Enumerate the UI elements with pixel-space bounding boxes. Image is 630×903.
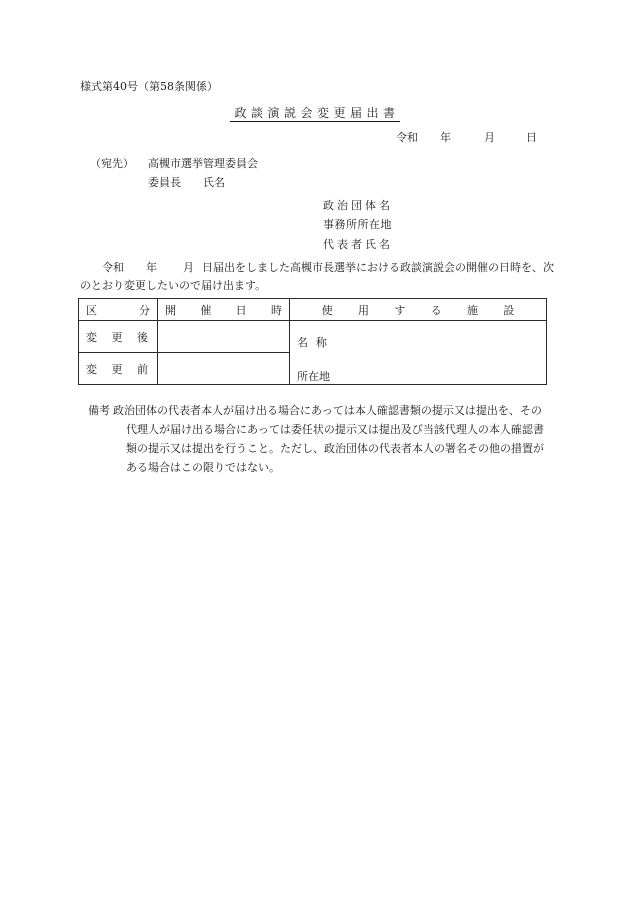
notes-text: 政治団体の代表者本人が届け出る場合にあっては本人確認書類の提示又は提出を、その代理人が届け出る場合にあっては委任状の提示又は提出及び当該代理人の本人確認書類の提示又は提出を行うこと。ただし、政治団体の代表者本人の署名その他の措置がある場合はこの限りではない。	[113, 404, 544, 474]
header-datetime: 開 催 日 時	[158, 299, 290, 321]
header-venue: 使 用 す る 施 設	[290, 299, 547, 321]
addressee-committee: 高槻市選挙管理委員会	[148, 157, 258, 170]
date-line	[396, 129, 537, 145]
body-era: 令和	[102, 261, 124, 274]
row-label-before: 変 更 前	[79, 353, 158, 385]
date-year: 年	[440, 131, 451, 144]
date-day: 日	[526, 131, 537, 144]
table-header-row	[79, 299, 547, 321]
body-month: 月	[183, 261, 194, 274]
office-address-label: 事務所所在地	[323, 218, 392, 231]
representative-name-label: 代表者氏名	[323, 238, 393, 251]
form-number: 様式第40号（第58条関係）	[80, 80, 218, 93]
chair-title: 委員長	[148, 176, 181, 189]
body-year: 年	[146, 261, 157, 274]
notes-label: 備考	[88, 404, 110, 417]
row-label-after: 変 更 後	[79, 321, 158, 353]
org-name-label: 政治団体名	[323, 199, 393, 212]
venue-cell[interactable]	[290, 321, 547, 385]
body-text: 日届出をしました高槻市長選挙における政談演説会の開催の日時を、次のとおり変更したいので届け出ます。	[80, 261, 554, 292]
datetime-after-cell[interactable]	[158, 321, 290, 353]
addressee-line	[90, 155, 258, 171]
table-row	[79, 321, 547, 353]
document-title	[0, 104, 630, 121]
venue-address-label: 所在地	[297, 370, 330, 383]
chair-name-label: 氏名	[203, 176, 225, 189]
venue-name-label: 名称	[297, 336, 335, 349]
header-category: 区 分	[79, 299, 158, 321]
body-paragraph	[80, 259, 555, 295]
addressee-prefix: （宛先）	[90, 157, 134, 170]
date-era: 令和	[396, 131, 418, 144]
chair-line	[148, 174, 225, 190]
change-table	[78, 298, 547, 385]
datetime-before-cell[interactable]	[158, 353, 290, 385]
date-month: 月	[484, 131, 495, 144]
document-title-text: 政談演説会変更届出書	[230, 106, 399, 122]
